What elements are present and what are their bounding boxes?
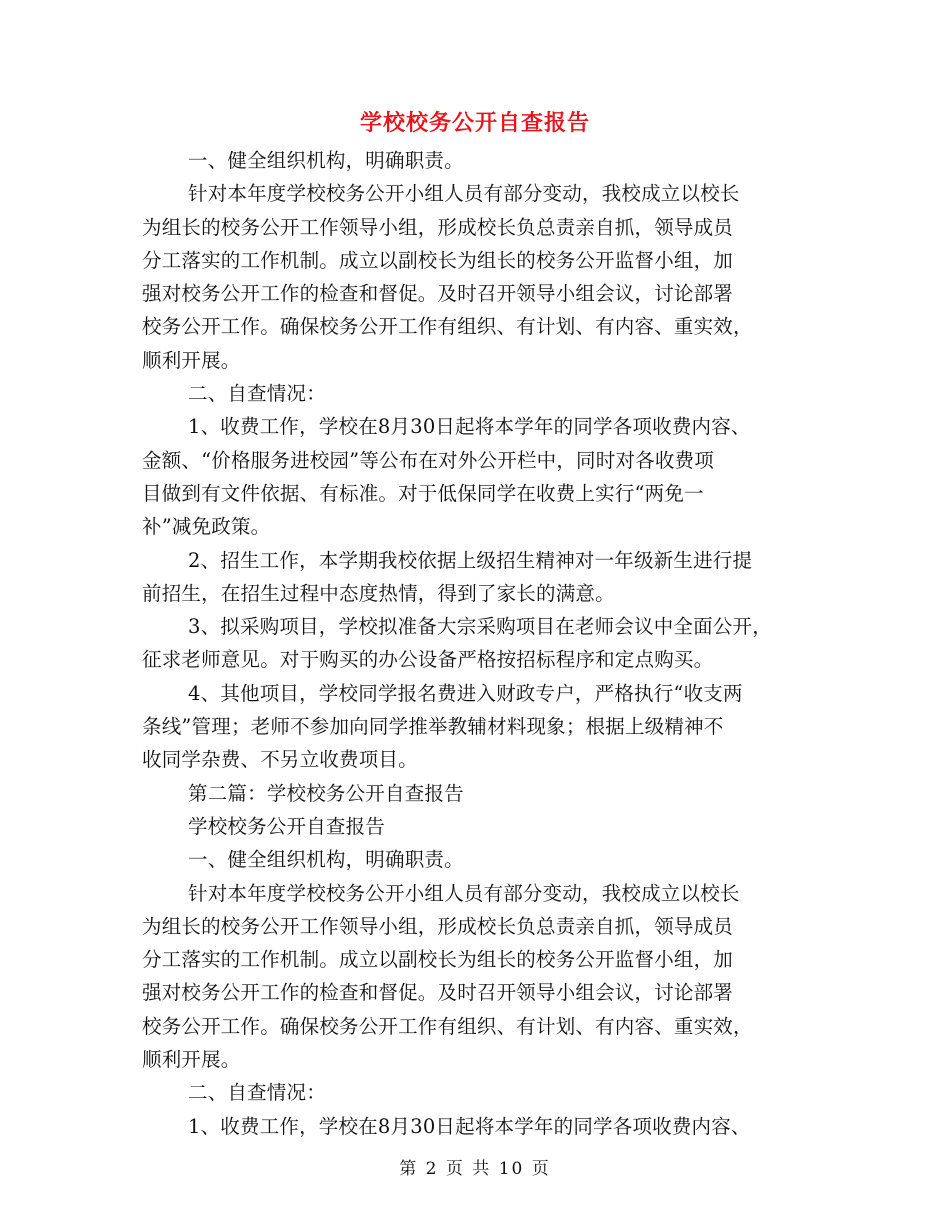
text-line: 4、其他项目，学校同学报名费进入财政专户，严格执行“收支两: [188, 681, 743, 705]
text-line: 二、自查情况：: [188, 382, 326, 406]
text-line: 顺利开展。: [142, 348, 241, 372]
text-line: 分工落实的工作机制。成立以副校长为组长的校务公开监督小组，加: [142, 948, 734, 972]
text-line: 1、收费工作，学校在8月30日起将本学年的同学各项收费内容、: [188, 1114, 751, 1138]
text-line: 1、收费工作，学校在8月30日起将本学年的同学各项收费内容、: [188, 415, 751, 439]
text-line: 2、招生工作，本学期我校依据上级招生精神对一年级新生进行提: [188, 548, 753, 572]
text-line: 校务公开工作。确保校务公开工作有组织、有计划、有内容、重实效，: [142, 315, 753, 339]
text-line: 二、自查情况：: [188, 1081, 326, 1105]
text-line: 第二篇：学校校务公开自查报告: [188, 781, 464, 805]
text-line: 条线”管理；老师不参加向同学推举教辅材料现象；根据上级精神不: [142, 715, 724, 739]
text-line: 一、健全组织机构，明确职责。: [188, 149, 464, 172]
text-line: 补”减免政策。: [142, 515, 271, 539]
text-line: 分工落实的工作机制。成立以副校长为组长的校务公开监督小组，加: [142, 248, 734, 272]
text-line: 校务公开工作。确保校务公开工作有组织、有计划、有内容、重实效，: [142, 1014, 753, 1038]
text-line: 学校校务公开自查报告: [188, 814, 386, 838]
document-body: [142, 144, 822, 1143]
text-line: 针对本年度学校校务公开小组人员有部分变动，我校成立以校长: [188, 881, 740, 905]
text-line: 收同学杂费、不另立收费项目。: [142, 748, 418, 772]
text-line: 一、健全组织机构，明确职责。: [188, 848, 464, 872]
text-line: 征求老师意见。对于购买的办公设备严格按招标程序和定点购买。: [142, 648, 714, 672]
text-line: 为组长的校务公开工作领导小组，形成校长负总责亲自抓，领导成员: [142, 215, 734, 239]
document-title: 学校校务公开自查报告: [359, 110, 590, 136]
text-line: 强对校务公开工作的检查和督促。及时召开领导小组会议，讨论部署: [142, 282, 734, 306]
text-line: 3、拟采购项目，学校拟准备大宗采购项目在老师会议中全面公开，: [188, 615, 772, 639]
page-footer: 第 2 页 共 10 页: [399, 1159, 551, 1179]
text-line: 前招生，在招生过程中态度热情，得到了家长的满意。: [142, 581, 615, 605]
text-line: 金额、“价格服务进校园”等公布在对外公开栏中，同时对各收费项: [142, 448, 714, 472]
text-line: 目做到有文件依据、有标准。对于低保同学在收费上实行“两免一: [142, 481, 704, 505]
text-line: 强对校务公开工作的检查和督促。及时召开领导小组会议，讨论部署: [142, 981, 734, 1005]
text-line: 针对本年度学校校务公开小组人员有部分变动，我校成立以校长: [188, 182, 740, 206]
text-line: 为组长的校务公开工作领导小组，形成校长负总责亲自抓，领导成员: [142, 914, 734, 938]
text-line: 顺利开展。: [142, 1048, 241, 1072]
